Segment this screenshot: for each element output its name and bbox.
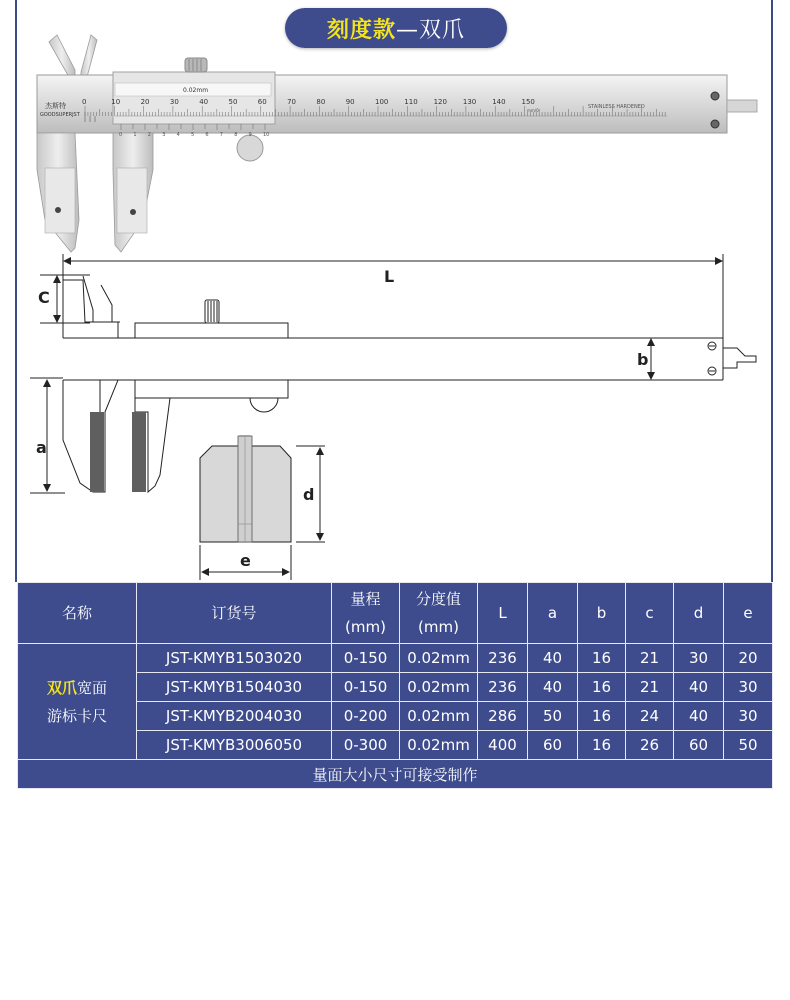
stainless-mark: STAINLESS HARDENED: [588, 104, 645, 110]
table-row: [18, 644, 773, 673]
cell-division: 0.02mm: [400, 673, 478, 702]
vernier-label: 8: [234, 132, 238, 138]
scale-label: 40: [199, 98, 209, 106]
cell-order: JST-KMYB3006050: [137, 731, 332, 760]
scale-label: 90: [345, 98, 355, 106]
upper-fixed-jaw: [49, 35, 75, 77]
cell-range: 0-150: [332, 673, 400, 702]
product-name-cell: 双爪宽面 游标卡尺: [18, 644, 137, 760]
vernier-label: 7: [219, 132, 223, 138]
table-footer-row: [18, 760, 773, 789]
cell-e: 20: [724, 644, 773, 673]
cell-division: 0.02mm: [400, 731, 478, 760]
header-range: 量程 (mm): [332, 583, 400, 644]
cell-L: 400: [478, 731, 528, 760]
table-header-row: [18, 583, 773, 644]
caliper-photo: [35, 30, 765, 255]
cell-a: 50: [528, 702, 578, 731]
label-b: b: [637, 350, 649, 369]
vernier-label: 6: [205, 132, 209, 138]
scale-label: 30: [169, 98, 179, 106]
cell-e: 30: [724, 702, 773, 731]
title-rest: —双爪: [396, 17, 466, 43]
brand-cn: 杰斯特: [45, 102, 66, 110]
unit-mark: mm/0: [527, 108, 539, 113]
header-L: L: [478, 583, 528, 644]
header-e: e: [724, 583, 773, 644]
scale-label: 10: [111, 98, 121, 106]
measuring-pad-right: [132, 412, 146, 492]
scale-label: 50: [228, 98, 238, 106]
cell-c: 24: [626, 702, 674, 731]
scale-label: 20: [140, 98, 150, 106]
cell-L: 286: [478, 702, 528, 731]
vernier-label: 1: [133, 132, 137, 138]
thumb-screw: [185, 58, 207, 72]
scale-label: 120: [433, 98, 447, 106]
cell-range: 0-200: [332, 702, 400, 731]
cell-order: JST-KMYB1504030: [137, 673, 332, 702]
vernier-label: 9: [248, 132, 252, 138]
cell-L: 236: [478, 644, 528, 673]
cell-e: 50: [724, 731, 773, 760]
cell-d: 60: [674, 731, 724, 760]
cell-range: 0-150: [332, 644, 400, 673]
scale-label: 100: [375, 98, 389, 106]
scale-label: 70: [287, 98, 297, 106]
scale-label: 140: [492, 98, 506, 106]
header-c: c: [626, 583, 674, 644]
cell-order: JST-KMYB2004030: [137, 702, 332, 731]
label-e: e: [240, 551, 251, 570]
cell-c: 26: [626, 731, 674, 760]
scale-label: 0: [82, 98, 87, 106]
label-a: a: [36, 438, 47, 457]
vernier-label: 3: [162, 132, 166, 138]
dimension-diagram: [0, 240, 790, 582]
cell-e: 30: [724, 673, 773, 702]
label-L: L: [384, 267, 395, 286]
header-division: 分度值 (mm): [400, 583, 478, 644]
vernier-label: 5: [191, 132, 195, 138]
cell-L: 236: [478, 673, 528, 702]
upper-slide-jaw: [81, 35, 97, 77]
cell-c: 21: [626, 644, 674, 673]
cell-a: 40: [528, 673, 578, 702]
vernier-label: 4: [176, 132, 180, 138]
cell-range: 0-300: [332, 731, 400, 760]
cell-b: 16: [578, 731, 626, 760]
header-a: a: [528, 583, 578, 644]
header-d: d: [674, 583, 724, 644]
cell-d: 30: [674, 644, 724, 673]
cell-c: 21: [626, 673, 674, 702]
scale-label: 150: [521, 98, 535, 106]
cell-a: 40: [528, 644, 578, 673]
cell-b: 16: [578, 702, 626, 731]
footer-note: 量面大小尺寸可接受制作: [18, 760, 773, 789]
scale-label: 80: [316, 98, 326, 106]
cell-division: 0.02mm: [400, 702, 478, 731]
scale-label: 110: [404, 98, 418, 106]
vernier-label: 10: [263, 132, 270, 138]
header-order: 订货号: [137, 583, 332, 644]
thumb-wheel: [237, 135, 263, 161]
vernier-label: 2: [147, 132, 151, 138]
label-d: d: [303, 485, 315, 504]
cell-order: JST-KMYB1503020: [137, 644, 332, 673]
brand-en: GOODSUPERJST: [40, 112, 80, 118]
header-b: b: [578, 583, 626, 644]
scale-label: 60: [257, 98, 267, 106]
cell-division: 0.02mm: [400, 644, 478, 673]
cell-d: 40: [674, 702, 724, 731]
resolution-mark: 0.02mm: [183, 87, 209, 94]
title-highlight: 刻度款: [326, 17, 396, 43]
cell-a: 60: [528, 731, 578, 760]
measuring-pad-left: [90, 412, 104, 492]
scale-label: 130: [462, 98, 477, 106]
cell-b: 16: [578, 673, 626, 702]
cell-b: 16: [578, 644, 626, 673]
vernier-label: 0: [119, 132, 123, 138]
label-C: C: [38, 288, 50, 307]
spec-table: [17, 582, 773, 789]
header-name: 名称: [18, 583, 137, 644]
cell-d: 40: [674, 673, 724, 702]
